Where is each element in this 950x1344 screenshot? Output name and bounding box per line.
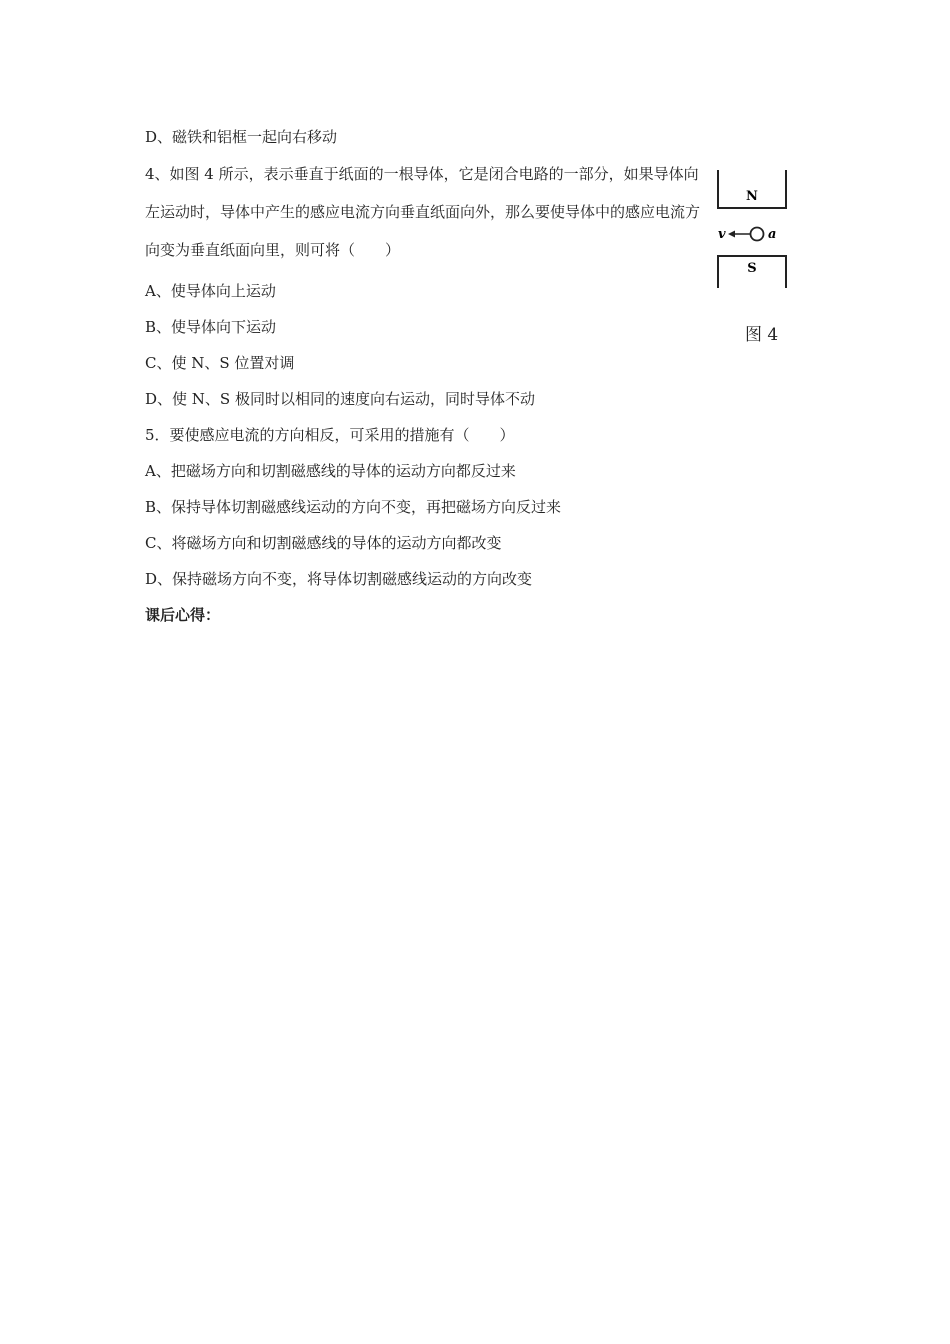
q4-option-b: B、使导体向下运动: [145, 318, 277, 336]
q4-option-c: C、使 N、S 位置对调: [145, 354, 295, 372]
q5-stem: 5．要使感应电流的方向相反，可采用的措施有（ ）: [145, 426, 515, 444]
north-label: N: [746, 189, 758, 204]
q4-option-d: D、使 N、S 极同时以相同的速度向右运动，同时导体不动: [145, 390, 535, 408]
velocity-label: v: [718, 227, 726, 242]
q5-option-b: B、保持导体切割磁感线运动的方向不变，再把磁场方向反过来: [145, 498, 562, 516]
q4-option-a: A、使导体向上运动: [145, 282, 276, 300]
conductor-circle: [751, 228, 764, 241]
figure-4-diagram: [712, 168, 802, 298]
q5-option-d: D、保持磁场方向不变，将导体切割磁感线运动的方向改变: [145, 570, 533, 588]
q4-stem: 4、如图 4 所示，表示垂直于纸面的一根导体，它是闭合电路的一部分，如果导体向左运动时，导体中产生的感应电流方向垂直纸面向外，那么要使导体中的感应电流方向变为垂直纸面向里，则可将（ ）: [145, 165, 701, 259]
q5-option-a: A、把磁场方向和切割磁感线的导体的运动方向都反过来: [145, 462, 516, 480]
south-label: S: [747, 261, 757, 276]
reflection-heading: 课后心得：: [145, 606, 221, 624]
velocity-arrow-head: [728, 231, 735, 238]
q3-option-d: D、磁铁和铝框一起向右移动: [145, 128, 338, 146]
conductor-label: a: [768, 227, 777, 242]
figure-caption: 图 4: [745, 325, 779, 345]
q5-option-c: C、将磁场方向和切割磁感线的导体的运动方向都改变: [145, 534, 502, 552]
